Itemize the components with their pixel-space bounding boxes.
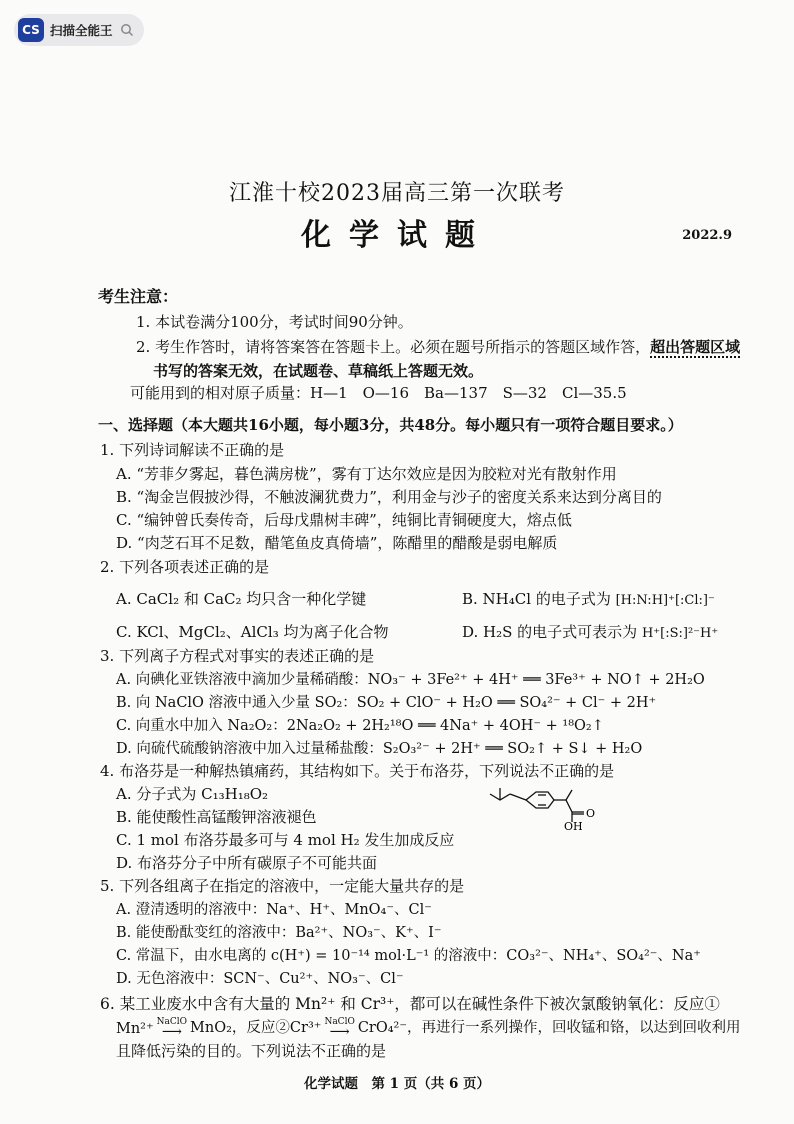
q2-option-a: A. CaCl₂ 和 CaC₂ 均只含一种化学键: [116, 590, 367, 608]
search-icon[interactable]: [120, 23, 134, 37]
q1-option-d: D. “肉芝石耳不足数，醋笔鱼皮真倚墙”，陈醋里的醋酸是弱电解质: [116, 534, 558, 552]
q5-stem: 5. 下列各组离子在指定的溶液中，一定能大量共存的是: [100, 877, 465, 895]
q1-stem: 1. 下列诗词解读不正确的是: [100, 441, 285, 459]
q5-option-b: B. 能使酚酞变红的溶液中：Ba²⁺、NO₃⁻、K⁺、I⁻: [116, 925, 442, 941]
section-heading: 一、选择题（本大题共16小题，每小题3分，共48分。每小题只有一项符合题目要求。）: [98, 416, 683, 434]
q3-option-a: A. 向碘化亚铁溶液中滴加少量稀硝酸：NO₃⁻ + 3Fe²⁺ + 4H⁺ ══ 3Fe³⁺ + NO↑ + 2H₂O: [116, 672, 705, 688]
q4-option-a: A. 分子式为 C₁₃H₁₈O₂: [116, 785, 269, 803]
arrow-label-1: NaClO: [156, 1017, 188, 1027]
app-badge[interactable]: [14, 14, 144, 46]
notice-heading: 考生注意：: [98, 287, 179, 306]
q6-reaction-end: CrO₄²⁻，再进行一系列操作，回收锰和铬，以达到回收利用: [357, 1020, 741, 1036]
atomic-masses: 可能用到的相对原子质量：H—1 O—16 Ba—137 S—32 Cl—35.5: [130, 384, 627, 402]
q1-option-b: B. “淘金岂假披沙得，不触波澜犹费力”，利用金与沙子的密度关系来达到分离目的: [116, 488, 662, 506]
q4-option-c: C. 1 mol 布洛芬最多可与 4 mol H₂ 发生加成反应: [116, 831, 455, 849]
reaction-arrow-2: [324, 1017, 355, 1040]
q3-stem: 3. 下列离子方程式对事实的表述正确的是: [100, 647, 375, 665]
q5-option-a: A. 澄清透明的溶液中：Na⁺、H⁺、MnO₄⁻、Cl⁻: [116, 902, 432, 918]
cs-logo: CS: [18, 18, 44, 42]
q2-option-b-text: B. NH₄Cl 的电子式为: [462, 590, 611, 608]
app-name: 扫描全能王: [50, 23, 113, 38]
arrow-icon: ⟶: [329, 1024, 350, 1040]
q3-option-b: B. 向 NaClO 溶液中通入少量 SO₂：SO₂ + ClO⁻ + H₂O ══ SO₄²⁻ + Cl⁻ + 2H⁺: [116, 695, 657, 711]
notice-emphasis: 超出答题区域: [650, 338, 741, 356]
q1-option-a: A. “芳菲夕雾起，暮色满房栊”，雾有丁达尔效应是因为胶粒对光有散射作用: [116, 465, 617, 483]
q6-reactant-mn: Mn²⁺: [116, 1021, 154, 1037]
q3-option-c: C. 向重水中加入 Na₂O₂：2Na₂O₂ + 2H₂¹⁸O ══ 4Na⁺ + 4OH⁻ + ¹⁸O₂↑: [116, 718, 604, 734]
hydroxyl-group: OH: [564, 820, 583, 830]
notice-line-3: 书写的答案无效，在试题卷、草稿纸上答题无效。: [153, 362, 484, 380]
q4-stem: 4. 布洛芬是一种解热镇痛药，其结构如下。关于布洛芬，下列说法不正确的是: [100, 762, 615, 780]
q2-option-c: C. KCl、MgCl₂、AlCl₃ 均为离子化合物: [116, 623, 389, 641]
exam-date: 2022.9: [682, 228, 732, 243]
arrow-icon: ⟶: [161, 1024, 182, 1040]
q4-option-d: D. 布洛芬分子中所有碳原子不可能共面: [116, 854, 378, 872]
q6-reaction-middle: MnO₂，反应②Cr³⁺: [190, 1020, 322, 1036]
q2-option-d: [462, 621, 718, 642]
q5-option-c: C. 常温下，由水电离的 c(H⁺) = 10⁻¹⁴ mol·L⁻¹ 的溶液中：CO₃²⁻、NH₄⁺、SO₄²⁻、Na⁺: [116, 948, 701, 964]
subject-title: 化学试题: [301, 218, 493, 253]
q3-option-d: D. 向硫代硫酸钠溶液中加入过量稀盐酸：S₂O₃²⁻ + 2H⁺ ══ SO₂↑ + S↓ + H₂O: [116, 741, 643, 757]
arrow-label-2: NaClO: [324, 1017, 355, 1027]
q1-option-c: C. “编钟曾氏奏传奇，后母戊鼎树丰碑”，纯铜比青铜硬度大，熔点低: [116, 511, 572, 529]
q2-stem: 2. 下列各项表述正确的是: [100, 558, 270, 576]
page-footer: 化学试题 第 1 页（共 6 页）: [303, 1076, 491, 1092]
notice-line-1: 1. 本试卷满分100分，考试时间90分钟。: [136, 313, 413, 331]
reaction-arrow-1: [156, 1017, 188, 1040]
exam-title: 江淮十校2023届高三第一次联考: [229, 181, 565, 206]
q5-option-d: D. 无色溶液中：SCN⁻、Cu²⁺、NO₃⁻、Cl⁻: [116, 971, 404, 987]
h2s-electron-formula: H⁺[:S:]²⁻H⁺: [641, 626, 719, 641]
q6-line-3: 且降低污染的目的。下列说法不正确的是: [116, 1042, 387, 1060]
nh4cl-electron-formula: [H:N:H]⁺[:Cl:]⁻: [615, 593, 715, 608]
q4-option-b: B. 能使酸性高锰酸钾溶液褪色: [116, 808, 317, 826]
q2-option-d-text: D. H₂S 的电子式可表示为: [462, 623, 638, 641]
carbonyl-oxygen: O: [586, 807, 596, 820]
q6-line-1: 6. 某工业废水中含有大量的 Mn²⁺ 和 Cr³⁺，都可以在碱性条件下被次氯酸钠氧化：反应①: [100, 995, 720, 1013]
notice-line-2-text: 2. 考生作答时，请将答案答在答题卡上。必须在题号所指示的答题区域作答，: [136, 338, 651, 356]
ibuprofen-structure: [486, 784, 606, 830]
q6-line-2: [116, 1016, 741, 1040]
q2-option-b: [462, 588, 715, 609]
notice-line-2: [136, 336, 740, 357]
